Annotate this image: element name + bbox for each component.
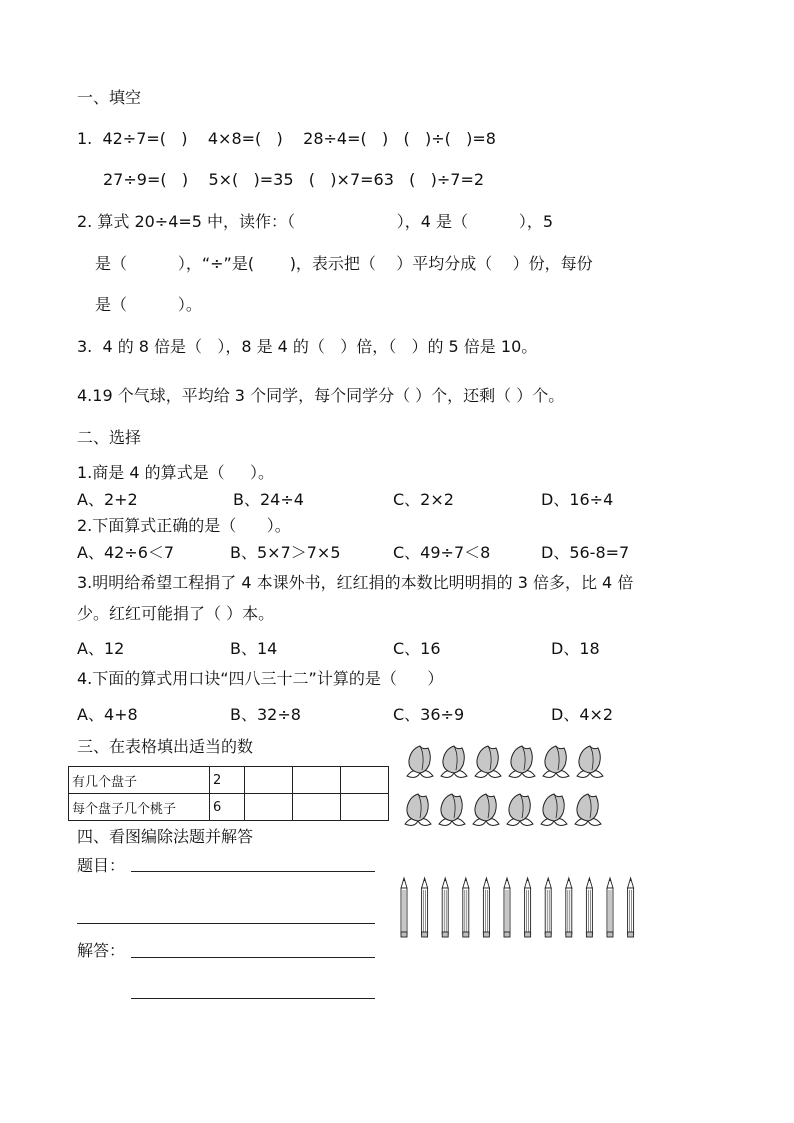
- pencil-icon: [504, 878, 510, 937]
- choice-q4-option-c: C、36÷9: [393, 705, 465, 724]
- choice-q4: 4.下面的算式用口诀“四八三十二”计算的是（ ）: [77, 669, 444, 688]
- section-3-heading: 三、在表格填出适当的数: [77, 737, 254, 756]
- peach-icon: [575, 794, 601, 825]
- pencil-icon: [422, 878, 428, 937]
- answer-label: 解答：: [77, 941, 126, 960]
- choice-q1-option-c: C、2×2: [393, 490, 454, 509]
- choice-q2-option-c: C、49÷7＜8: [393, 543, 491, 562]
- choice-q4-option-d: D、4×2: [551, 705, 614, 724]
- pencil-icon: [483, 878, 489, 937]
- choice-q4-option-a: A、4+8: [77, 705, 138, 724]
- pencil-icon: [545, 878, 551, 937]
- table-blank-cell[interactable]: [293, 767, 341, 794]
- peach-icon: [439, 794, 465, 825]
- choice-q3-option-d: D、18: [551, 639, 600, 658]
- table-blank-cell[interactable]: [245, 767, 293, 794]
- q3: 3. 4 的 8 倍是（ ），8 是 4 的（ ）倍，（ ）的 5 倍是 10。: [77, 337, 538, 356]
- choice-q1-option-d: D、16÷4: [541, 490, 614, 509]
- choice-q1-option-b: B、24÷4: [233, 490, 304, 509]
- answer-line-2[interactable]: [131, 998, 375, 999]
- q1-row-1: 1. 42÷7=( ) 4×8=( ) 28÷4=( ) ( )÷( )=8: [77, 129, 496, 148]
- table-label-plates: 有几个盘子: [69, 767, 210, 794]
- answer-line[interactable]: [131, 957, 375, 958]
- choice-q3-option-a: A、12: [77, 639, 125, 658]
- choice-q1: 1.商是 4 的算式是（ ）。: [77, 463, 275, 482]
- section-1-heading: 一、填空: [77, 88, 142, 107]
- table-value-peaches: 6: [210, 794, 245, 821]
- pencil-icon: [586, 878, 592, 937]
- section-4-heading: 四、看图编除法题并解答: [77, 827, 254, 846]
- peach-icon: [473, 794, 499, 825]
- table-blank-cell[interactable]: [293, 794, 341, 821]
- choice-q4-option-b: B、32÷8: [230, 705, 301, 724]
- peach-icon: [405, 794, 431, 825]
- choice-q2-option-a: A、42÷6＜7: [77, 543, 175, 562]
- table-row: [69, 794, 389, 821]
- peach-icon: [441, 746, 467, 777]
- peach-icon: [577, 746, 603, 777]
- table-blank-cell[interactable]: [341, 767, 389, 794]
- choice-q2-option-b: B、5×7＞7×5: [230, 543, 341, 562]
- pencils-illustration: [396, 878, 641, 940]
- q1-row-2: 27÷9=( ) 5×( )=35 ( )×7=63 ( )÷7=2: [103, 170, 485, 189]
- peach-icon: [507, 794, 533, 825]
- pencil-icon: [607, 878, 613, 937]
- peach-icon: [407, 746, 433, 777]
- choice-q3-line-1: 3.明明给希望工程捐了 4 本课外书，红红捐的本数比明明捐的 3 倍多，比 4 倍: [77, 573, 634, 592]
- pencil-icon: [463, 878, 469, 937]
- pencil-icon: [525, 878, 531, 937]
- table-blank-cell[interactable]: [341, 794, 389, 821]
- peaches-illustration: [408, 748, 633, 836]
- peach-icon: [509, 746, 535, 777]
- choice-q2-option-d: D、56-8=7: [541, 543, 630, 562]
- choice-q3-option-b: B、14: [230, 639, 278, 658]
- q2-line-3: 是（ ）。: [95, 295, 202, 314]
- table-value-plates: 2: [210, 767, 245, 794]
- section-2-heading: 二、选择: [77, 428, 142, 447]
- choice-q2: 2.下面算式正确的是（ ）。: [77, 516, 291, 535]
- peach-icon: [541, 794, 567, 825]
- question-label: 题目：: [77, 856, 126, 875]
- pencil-icon: [442, 878, 448, 937]
- q4: 4.19 个气球，平均给 3 个同学，每个同学分（ ）个，还剩（ ）个。: [77, 386, 565, 405]
- pencil-icon: [628, 878, 634, 937]
- question-answer-line-2[interactable]: [77, 923, 375, 924]
- pencil-icon: [566, 878, 572, 937]
- pencil-icon: [401, 878, 407, 937]
- choice-q3-option-c: C、16: [393, 639, 441, 658]
- table-blank-cell[interactable]: [245, 794, 293, 821]
- peach-table: [68, 766, 389, 821]
- table-row: [69, 767, 389, 794]
- choice-q3-line-2: 少。红红可能捐了（ ）本。: [77, 604, 275, 623]
- table-label-peaches: 每个盘子几个桃子: [69, 794, 210, 821]
- choice-q1-option-a: A、2+2: [77, 490, 138, 509]
- peach-icon: [543, 746, 569, 777]
- q2-line-1: 2. 算式 20÷4=5 中，读作：（ ），4 是（ ），5: [77, 212, 554, 231]
- peach-icon: [475, 746, 501, 777]
- question-answer-line[interactable]: [131, 871, 375, 872]
- q2-line-2: 是（ ），“÷”是( )，表示把（ ）平均分成（ ）份，每份: [95, 254, 593, 273]
